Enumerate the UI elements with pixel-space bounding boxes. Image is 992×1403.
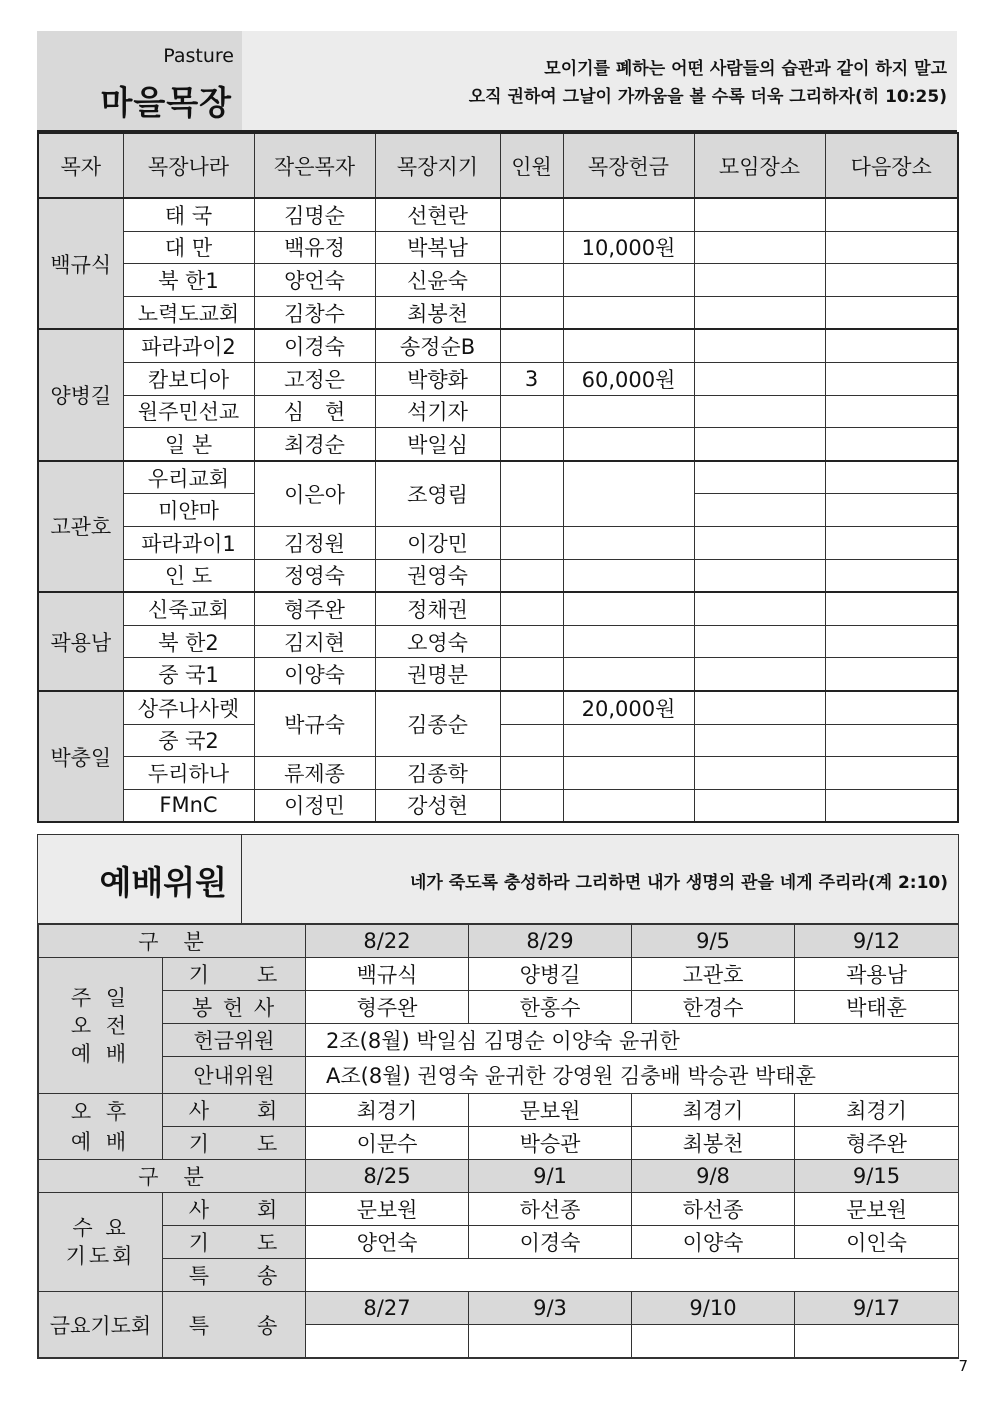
host-cell: 하선종 — [632, 1193, 795, 1226]
pasture-table — [37, 132, 959, 823]
next-place-cell — [825, 296, 958, 329]
prayer-cell: 이양숙 — [632, 1226, 795, 1259]
area-cell: 신죽교회 — [123, 592, 254, 625]
worship-title: 예배위원 — [99, 863, 227, 902]
pasture-title-en: Pasture — [163, 45, 234, 67]
count-cell — [500, 329, 563, 362]
small-leader-cell: 이정민 — [254, 789, 375, 822]
pm-worship-label — [39, 1094, 163, 1160]
leader-cell: 곽용남 — [38, 592, 123, 691]
offering-cell — [563, 296, 694, 329]
count-cell — [500, 625, 563, 658]
pm-worship-label-line: 오 후 — [70, 1099, 131, 1124]
friday-date-row — [39, 1292, 959, 1325]
table-row — [38, 231, 958, 264]
small-leader-cell: 심 현 — [254, 395, 375, 428]
area-cell: 캄보디아 — [123, 362, 254, 395]
meeting-place-cell — [694, 329, 825, 362]
next-place-cell — [825, 757, 958, 790]
area-cell: 두리하나 — [123, 757, 254, 790]
table-row — [38, 592, 958, 625]
table-row — [38, 625, 958, 658]
table-row — [38, 757, 958, 790]
table-row — [38, 691, 958, 724]
offering-cell — [563, 789, 694, 822]
table-row — [38, 559, 958, 592]
meeting-place-cell — [694, 362, 825, 395]
pm-prayer-row — [39, 1127, 959, 1160]
count-cell — [500, 296, 563, 329]
next-place-cell — [825, 789, 958, 822]
special-song-label: 특 송 — [163, 1292, 306, 1358]
offering-prayer-cell: 한경수 — [632, 991, 795, 1024]
special-song-cell — [632, 1325, 795, 1358]
area-cell: 일 본 — [123, 428, 254, 461]
meeting-place-cell — [694, 625, 825, 658]
worship-table — [38, 924, 959, 1358]
meeting-place-cell — [694, 789, 825, 822]
prayer-label: 기 도 — [163, 1226, 306, 1259]
offering-cell: 60,000원 — [563, 362, 694, 395]
offering-cell — [563, 724, 694, 757]
offering-cell — [563, 757, 694, 790]
host-cell: 최경기 — [795, 1094, 959, 1127]
small-leader-cell: 김명순 — [254, 198, 375, 231]
area-cell: 북 한2 — [123, 625, 254, 658]
area-cell: 파라과이2 — [123, 329, 254, 362]
keeper-cell: 박일심 — [375, 428, 500, 461]
sunday-am-label — [39, 958, 163, 1094]
meeting-place-cell — [694, 461, 825, 494]
prayer-label: 기 도 — [163, 1127, 306, 1160]
small-leader-cell: 김지현 — [254, 625, 375, 658]
small-leader-cell: 류제종 — [254, 757, 375, 790]
date-cell: 8/25 — [306, 1160, 469, 1193]
wednesday-label-line: 수 요 — [72, 1216, 129, 1240]
table-row — [38, 395, 958, 428]
area-cell: 상주나사렛 — [123, 691, 254, 724]
date-cell: 8/22 — [306, 925, 469, 958]
host-label: 사 회 — [163, 1193, 306, 1226]
small-leader-cell: 형주완 — [254, 592, 375, 625]
friday-prayer-label: 금요기도회 — [39, 1292, 163, 1358]
keeper-cell: 강성현 — [375, 789, 500, 822]
meeting-place-cell — [694, 428, 825, 461]
offering-cell — [563, 329, 694, 362]
gubun-label: 구 분 — [39, 1160, 306, 1193]
col-header-small-leader: 작은목자 — [254, 133, 375, 198]
table-row — [38, 198, 958, 231]
pasture-verse-line1: 모이기를 폐하는 어떤 사람들의 습관과 같이 하지 말고 — [544, 59, 947, 79]
area-cell: 대 만 — [123, 231, 254, 264]
keeper-cell: 조영림 — [375, 461, 500, 527]
next-place-cell — [825, 231, 958, 264]
keeper-cell: 권영숙 — [375, 559, 500, 592]
small-leader-cell: 최경순 — [254, 428, 375, 461]
host-cell: 문보원 — [469, 1094, 632, 1127]
sunday-usher-row — [39, 1057, 959, 1094]
keeper-cell: 박복남 — [375, 231, 500, 264]
next-place-cell — [825, 198, 958, 231]
small-leader-cell: 이양숙 — [254, 658, 375, 691]
count-cell — [500, 724, 563, 757]
leader-cell: 고관호 — [38, 461, 123, 592]
next-place-cell — [825, 395, 958, 428]
usher-value: A조(8월) 권영숙 윤귀한 강영원 김충배 박승관 박태훈 — [306, 1057, 959, 1094]
date-cell: 9/15 — [795, 1160, 959, 1193]
next-place-cell — [825, 559, 958, 592]
prayer-cell: 양언숙 — [306, 1226, 469, 1259]
keeper-cell: 이강민 — [375, 526, 500, 559]
col-header-leader: 목자 — [38, 133, 123, 198]
count-cell — [500, 231, 563, 264]
count-cell — [500, 691, 563, 724]
meeting-place-cell — [694, 559, 825, 592]
meeting-place-cell — [694, 231, 825, 264]
offering-cell — [563, 198, 694, 231]
next-place-cell — [825, 691, 958, 724]
offering-cell — [563, 592, 694, 625]
date-cell: 9/3 — [469, 1292, 632, 1325]
meeting-place-cell — [694, 757, 825, 790]
col-header-count: 인원 — [500, 133, 563, 198]
count-cell — [500, 461, 563, 527]
pm-host-row — [39, 1094, 959, 1127]
keeper-cell: 최봉천 — [375, 296, 500, 329]
meeting-place-cell — [694, 296, 825, 329]
small-leader-cell: 이경숙 — [254, 329, 375, 362]
prayer-cell: 이문수 — [306, 1127, 469, 1160]
meeting-place-cell — [694, 264, 825, 297]
next-place-cell — [825, 625, 958, 658]
count-cell: 3 — [500, 362, 563, 395]
keeper-cell: 정채권 — [375, 592, 500, 625]
host-cell: 하선종 — [469, 1193, 632, 1226]
meeting-place-cell — [694, 592, 825, 625]
offering-cell: 20,000원 — [563, 691, 694, 724]
small-leader-cell: 정영숙 — [254, 559, 375, 592]
offering-cell: 10,000원 — [563, 231, 694, 264]
special-song-cell — [795, 1325, 959, 1358]
worship-verse: 네가 죽도록 충성하라 그리하면 내가 생명의 관을 네게 주리라(계 2:10) — [409, 873, 948, 893]
table-row — [38, 658, 958, 691]
date-cell: 9/10 — [632, 1292, 795, 1325]
meeting-place-cell — [694, 494, 825, 527]
meeting-place-cell — [694, 395, 825, 428]
offering-cell — [563, 264, 694, 297]
offering-cell — [563, 559, 694, 592]
table-row — [38, 428, 958, 461]
small-leader-cell: 김정원 — [254, 526, 375, 559]
small-leader-cell: 양언숙 — [254, 264, 375, 297]
meeting-place-cell — [694, 198, 825, 231]
small-leader-cell: 이은아 — [254, 461, 375, 527]
money-committee-label: 헌금위원 — [163, 1024, 306, 1057]
gubun-label: 구 분 — [39, 925, 306, 958]
worship-header — [38, 835, 958, 924]
wednesday-label-line: 기도회 — [65, 1244, 136, 1268]
count-cell — [500, 789, 563, 822]
prayer-cell: 고관호 — [632, 958, 795, 991]
offering-prayer-cell: 한홍수 — [469, 991, 632, 1024]
next-place-cell — [825, 362, 958, 395]
host-cell: 최경기 — [632, 1094, 795, 1127]
count-cell — [500, 198, 563, 231]
pasture-verse — [469, 55, 947, 111]
wednesday-prayer-label — [39, 1193, 163, 1292]
pasture-header — [37, 31, 957, 132]
pasture-table-header — [38, 133, 958, 198]
next-place-cell — [825, 329, 958, 362]
area-cell: 중 국1 — [123, 658, 254, 691]
count-cell — [500, 592, 563, 625]
table-row — [38, 264, 958, 297]
leader-cell: 박충일 — [38, 691, 123, 822]
meeting-place-cell — [694, 658, 825, 691]
date-cell: 9/12 — [795, 925, 959, 958]
sunday-am-label-line: 예 배 — [70, 1041, 131, 1066]
area-cell: FMnC — [123, 789, 254, 822]
wednesday-special-row — [39, 1259, 959, 1292]
count-cell — [500, 395, 563, 428]
small-leader-cell: 박규숙 — [254, 691, 375, 757]
sunday-am-label-line: 주 일 — [70, 985, 131, 1010]
next-place-cell — [825, 461, 958, 494]
sunday-money-row — [39, 1024, 959, 1057]
pm-worship-label-line: 예 배 — [70, 1129, 131, 1154]
page-number: 7 — [958, 1357, 968, 1375]
host-cell: 문보원 — [306, 1193, 469, 1226]
date-cell: 9/5 — [632, 925, 795, 958]
area-cell: 원주민선교 — [123, 395, 254, 428]
offering-cell — [563, 428, 694, 461]
wednesday-date-row — [39, 1160, 959, 1193]
worship-section — [37, 834, 959, 1359]
next-place-cell — [825, 428, 958, 461]
pasture-section — [37, 31, 957, 823]
table-row — [38, 362, 958, 395]
count-cell — [500, 757, 563, 790]
offering-cell — [563, 658, 694, 691]
leader-cell: 양병길 — [38, 329, 123, 460]
table-row — [38, 296, 958, 329]
pasture-verse-line2: 오직 권하여 그날이 가까움을 볼 수록 더욱 그리하자(히 10:25) — [468, 87, 947, 107]
col-header-area: 목장나라 — [123, 133, 254, 198]
special-song-cell — [469, 1325, 632, 1358]
wednesday-prayer-row — [39, 1226, 959, 1259]
usher-label: 안내위원 — [163, 1057, 306, 1094]
keeper-cell: 권명분 — [375, 658, 500, 691]
date-cell: 9/8 — [632, 1160, 795, 1193]
offering-cell — [563, 526, 694, 559]
next-place-cell — [825, 526, 958, 559]
area-cell: 노력도교회 — [123, 296, 254, 329]
table-row — [38, 329, 958, 362]
wednesday-host-row — [39, 1193, 959, 1226]
col-header-offering: 목장헌금 — [563, 133, 694, 198]
small-leader-cell: 김창수 — [254, 296, 375, 329]
special-song-value — [306, 1259, 959, 1292]
count-cell — [500, 428, 563, 461]
prayer-cell: 최봉천 — [632, 1127, 795, 1160]
meeting-place-cell — [694, 526, 825, 559]
table-row — [38, 789, 958, 822]
table-row — [38, 461, 958, 494]
area-cell: 파라과이1 — [123, 526, 254, 559]
date-cell: 9/1 — [469, 1160, 632, 1193]
prayer-cell: 이경숙 — [469, 1226, 632, 1259]
keeper-cell: 송정순B — [375, 329, 500, 362]
keeper-cell: 석기자 — [375, 395, 500, 428]
special-song-cell — [306, 1325, 469, 1358]
date-cell: 8/27 — [306, 1292, 469, 1325]
offering-cell — [563, 461, 694, 527]
host-cell: 최경기 — [306, 1094, 469, 1127]
next-place-cell — [825, 592, 958, 625]
date-cell: 8/29 — [469, 925, 632, 958]
special-song-label: 특 송 — [163, 1259, 306, 1292]
area-cell: 미얀마 — [123, 494, 254, 527]
offering-prayer-label: 봉 헌 사 — [163, 991, 306, 1024]
keeper-cell: 김종순 — [375, 691, 500, 757]
small-leader-cell: 고정은 — [254, 362, 375, 395]
meeting-place-cell — [694, 691, 825, 724]
prayer-cell: 양병길 — [469, 958, 632, 991]
prayer-cell: 백규식 — [306, 958, 469, 991]
leader-cell: 백규식 — [38, 198, 123, 329]
area-cell: 중 국2 — [123, 724, 254, 757]
col-header-keeper: 목장지기 — [375, 133, 500, 198]
keeper-cell: 선현란 — [375, 198, 500, 231]
next-place-cell — [825, 724, 958, 757]
pasture-title-box — [37, 31, 242, 130]
keeper-cell: 김종학 — [375, 757, 500, 790]
prayer-cell: 곽용남 — [795, 958, 959, 991]
money-committee-value: 2조(8월) 박일심 김명순 이양숙 윤귀한 — [306, 1024, 959, 1057]
area-cell: 태 국 — [123, 198, 254, 231]
meeting-place-cell — [694, 724, 825, 757]
count-cell — [500, 526, 563, 559]
prayer-cell: 형주완 — [795, 1127, 959, 1160]
small-leader-cell: 백유정 — [254, 231, 375, 264]
sunday-prayer-row — [39, 958, 959, 991]
area-cell: 인 도 — [123, 559, 254, 592]
keeper-cell: 신윤숙 — [375, 264, 500, 297]
date-cell: 9/17 — [795, 1292, 959, 1325]
table-row — [38, 526, 958, 559]
count-cell — [500, 264, 563, 297]
next-place-cell — [825, 264, 958, 297]
offering-cell — [563, 625, 694, 658]
offering-cell — [563, 395, 694, 428]
sunday-date-row — [39, 925, 959, 958]
offering-prayer-cell: 형주완 — [306, 991, 469, 1024]
keeper-cell: 박향화 — [375, 362, 500, 395]
worship-title-box — [38, 835, 242, 923]
keeper-cell: 오영숙 — [375, 625, 500, 658]
offering-prayer-cell: 박태훈 — [795, 991, 959, 1024]
pasture-title-ko: 마을목장 — [100, 83, 232, 122]
prayer-label: 기 도 — [163, 958, 306, 991]
host-cell: 문보원 — [795, 1193, 959, 1226]
col-header-next-place: 다음장소 — [825, 133, 958, 198]
next-place-cell — [825, 494, 958, 527]
count-cell — [500, 559, 563, 592]
host-label: 사 회 — [163, 1094, 306, 1127]
area-cell: 북 한1 — [123, 264, 254, 297]
next-place-cell — [825, 658, 958, 691]
sunday-am-label-line: 오 전 — [70, 1013, 131, 1038]
prayer-cell: 박승관 — [469, 1127, 632, 1160]
prayer-cell: 이인숙 — [795, 1226, 959, 1259]
area-cell: 우리교회 — [123, 461, 254, 494]
col-header-meeting-place: 모임장소 — [694, 133, 825, 198]
sunday-offering-row — [39, 991, 959, 1024]
count-cell — [500, 658, 563, 691]
